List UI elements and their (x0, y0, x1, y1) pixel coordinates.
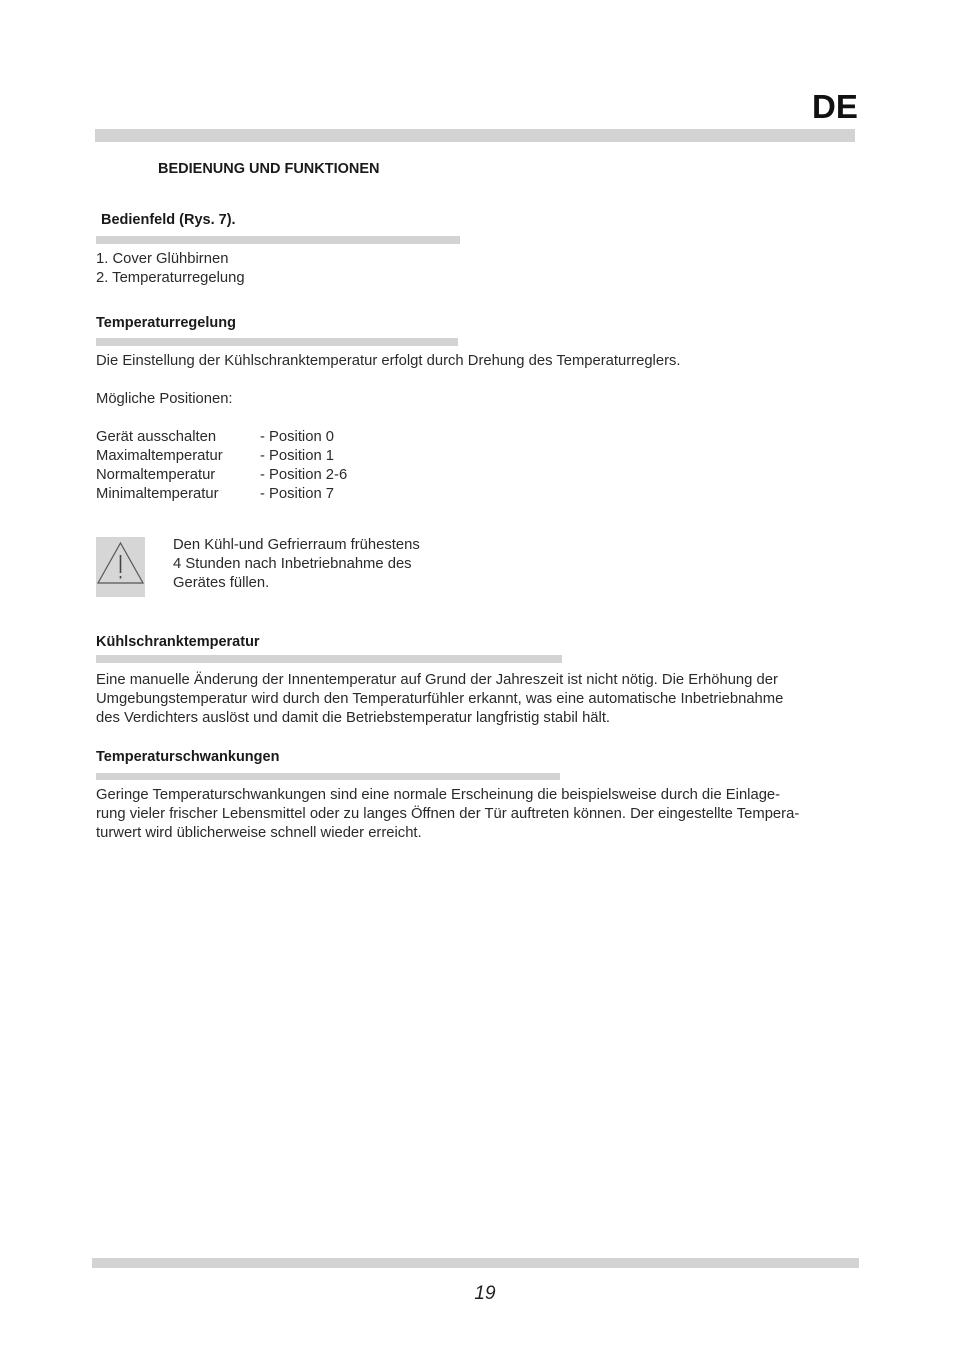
paragraph-line: rung vieler frischer Lebensmittel oder zu langes Öffnen der Tür auftreten können. Der eingestellte Tempera- (96, 806, 800, 822)
page-number: 19 (474, 1283, 496, 1304)
paragraph-line: des Verdichters auslöst und damit die Betriebstemperatur langfristig stabil hält. (96, 710, 611, 726)
fridge-temperature-heading: Kühlschranktemperatur (96, 634, 260, 650)
section-title: BEDIENUNG UND FUNKTIONEN (158, 161, 380, 177)
position-label: Gerät ausschalten (96, 429, 217, 445)
list-item: 1. Cover Glühbirnen (96, 251, 229, 267)
temperature-fluctuations-text (96, 786, 799, 843)
fridge-temperature-divider (96, 655, 562, 663)
warning-box (96, 537, 145, 597)
list-item: 2. Temperaturregelung (96, 270, 245, 286)
warning-triangle-icon (96, 537, 145, 597)
warning-text (173, 536, 473, 593)
language-code: DE (812, 88, 858, 125)
fridge-temperature-text (96, 671, 783, 728)
paragraph-line: Eine manuelle Änderung der Innentemperatur auf Grund der Jahreszeit ist nicht nötig. Die Erhöhung der (96, 672, 778, 688)
position-label: Minimaltemperatur (96, 486, 219, 502)
positions-intro: Mögliche Positionen: (96, 391, 233, 407)
position-value: - Position 7 (260, 486, 335, 502)
header-divider (95, 129, 855, 142)
position-value: - Position 0 (260, 429, 335, 445)
temperature-fluctuations-divider (96, 773, 560, 780)
control-panel-heading: Bedienfeld (Rys. 7). (101, 212, 236, 228)
temperature-control-heading: Temperaturregelung (96, 315, 236, 331)
temperature-control-text: Die Einstellung der Kühlschranktemperatur erfolgt durch Drehung des Temperaturreglers. (96, 353, 681, 369)
position-label: Maximaltemperatur (96, 448, 223, 464)
temperature-control-divider (96, 338, 458, 346)
position-value: - Position 1 (260, 448, 335, 464)
warning-line: Gerätes füllen. (173, 575, 270, 591)
paragraph-line: Geringe Temperaturschwankungen sind eine normale Erscheinung die beispielsweise durch die Einlage- (96, 787, 781, 803)
position-label: Normaltemperatur (96, 467, 216, 483)
temperature-fluctuations-heading: Temperaturschwankungen (96, 749, 280, 765)
control-panel-list (96, 250, 245, 288)
footer-divider (92, 1258, 859, 1268)
paragraph-line: Umgebungstemperatur wird durch den Temperaturfühler erkannt, was eine automatische Inbetriebnahme (96, 691, 784, 707)
paragraph-line: turwert wird üblicherweise schnell wieder erreicht. (96, 825, 422, 841)
warning-line: Den Kühl-und Gefrierraum frühestens (173, 537, 420, 553)
control-panel-divider (96, 236, 460, 244)
position-value: - Position 2-6 (260, 467, 348, 483)
warning-line: 4 Stunden nach Inbetriebnahme des (173, 556, 412, 572)
